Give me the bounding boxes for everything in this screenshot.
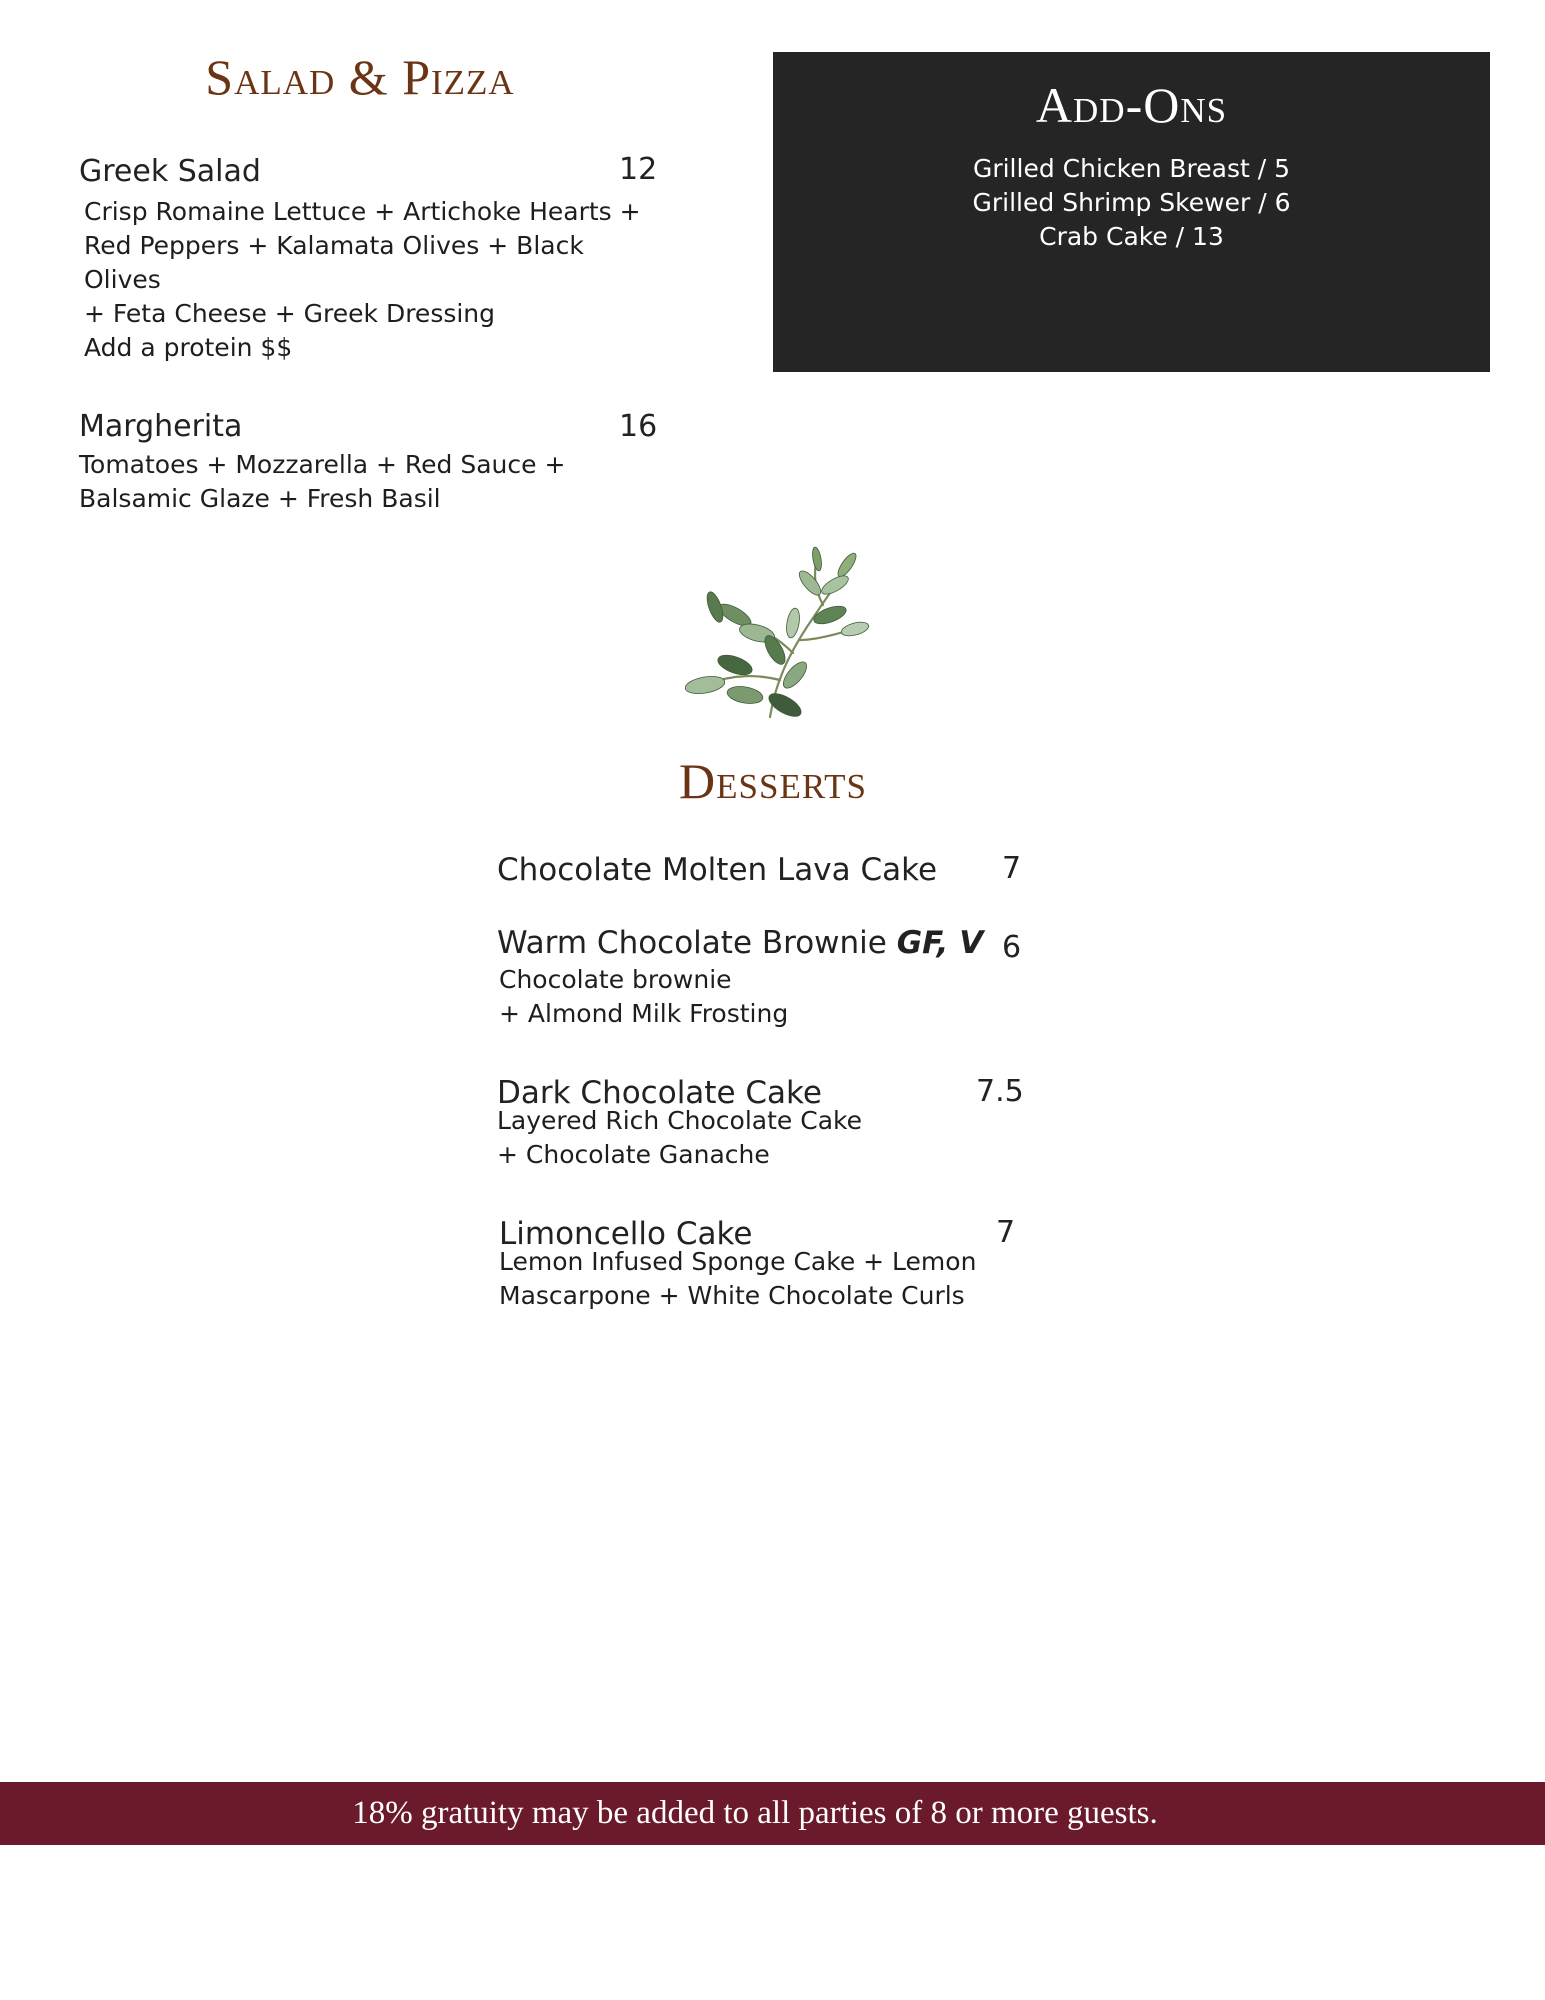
menu-item-price-greek-salad: 12 — [619, 152, 658, 187]
desc-line: Tomatoes + Mozzarella + Red Sauce + — [79, 450, 566, 479]
salad-pizza-title: Salad & Pizza — [205, 49, 515, 105]
addons-title: Add-Ons — [1035, 77, 1228, 133]
dessert-price-brownie: 6 — [1002, 930, 1022, 965]
menu-item-name-margherita: Margherita — [79, 409, 243, 444]
menu-item-desc-margherita — [79, 448, 639, 516]
dessert-price-lava-cake: 7 — [1002, 851, 1022, 886]
addons-list — [773, 152, 1490, 254]
dessert-desc-brownie — [499, 963, 979, 1031]
desc-line: + Feta Cheese + Greek Dressing — [84, 299, 496, 328]
desc-line: Chocolate brownie — [499, 965, 732, 994]
dessert-desc-dark-chocolate-cake — [497, 1104, 977, 1172]
dessert-desc-limoncello-cake — [499, 1245, 999, 1313]
desc-line: Red Peppers + Kalamata Olives + Black Olives — [84, 231, 584, 294]
menu-item-name-greek-salad: Greek Salad — [79, 154, 261, 189]
desserts-title: Desserts — [679, 753, 867, 809]
menu-item-price-margherita: 16 — [619, 409, 658, 444]
desc-line: Lemon Infused Sponge Cake + Lemon — [499, 1247, 977, 1276]
addon-item: Grilled Shrimp Skewer / 6 — [972, 188, 1291, 217]
addons-panel — [773, 52, 1490, 372]
desc-line: Balsamic Glaze + Fresh Basil — [79, 484, 441, 513]
menu-item-desc-greek-salad — [84, 195, 644, 365]
gratuity-banner — [0, 1782, 1545, 1845]
dessert-name-text: Warm Chocolate Brownie — [497, 925, 897, 961]
dessert-name-limoncello-cake: Limoncello Cake — [499, 1216, 753, 1252]
dessert-price-limoncello-cake: 7 — [996, 1215, 1016, 1250]
desc-line: + Chocolate Ganache — [497, 1140, 770, 1169]
desc-line: Add a protein $$ — [84, 333, 293, 362]
desc-line: Crisp Romaine Lettuce + Artichoke Hearts + — [84, 197, 641, 226]
desc-line: Layered Rich Chocolate Cake — [497, 1106, 862, 1135]
desc-line: Mascarpone + White Chocolate Curls — [499, 1281, 965, 1310]
addon-item: Crab Cake / 13 — [1039, 222, 1224, 251]
desc-line: + Almond Milk Frosting — [499, 999, 789, 1028]
dietary-tag: GF, V — [896, 925, 984, 961]
addon-item: Grilled Chicken Breast / 5 — [972, 154, 1291, 183]
dessert-name-brownie — [497, 924, 983, 962]
leaf-sprig-icon — [675, 545, 870, 725]
gratuity-note: 18% gratuity may be added to all parties of 8 or more guests. — [352, 1795, 1158, 1831]
dessert-name-lava-cake: Chocolate Molten Lava Cake — [497, 852, 938, 888]
dessert-name-dark-chocolate-cake: Dark Chocolate Cake — [497, 1075, 822, 1111]
dessert-price-dark-chocolate-cake: 7.5 — [976, 1074, 1024, 1109]
